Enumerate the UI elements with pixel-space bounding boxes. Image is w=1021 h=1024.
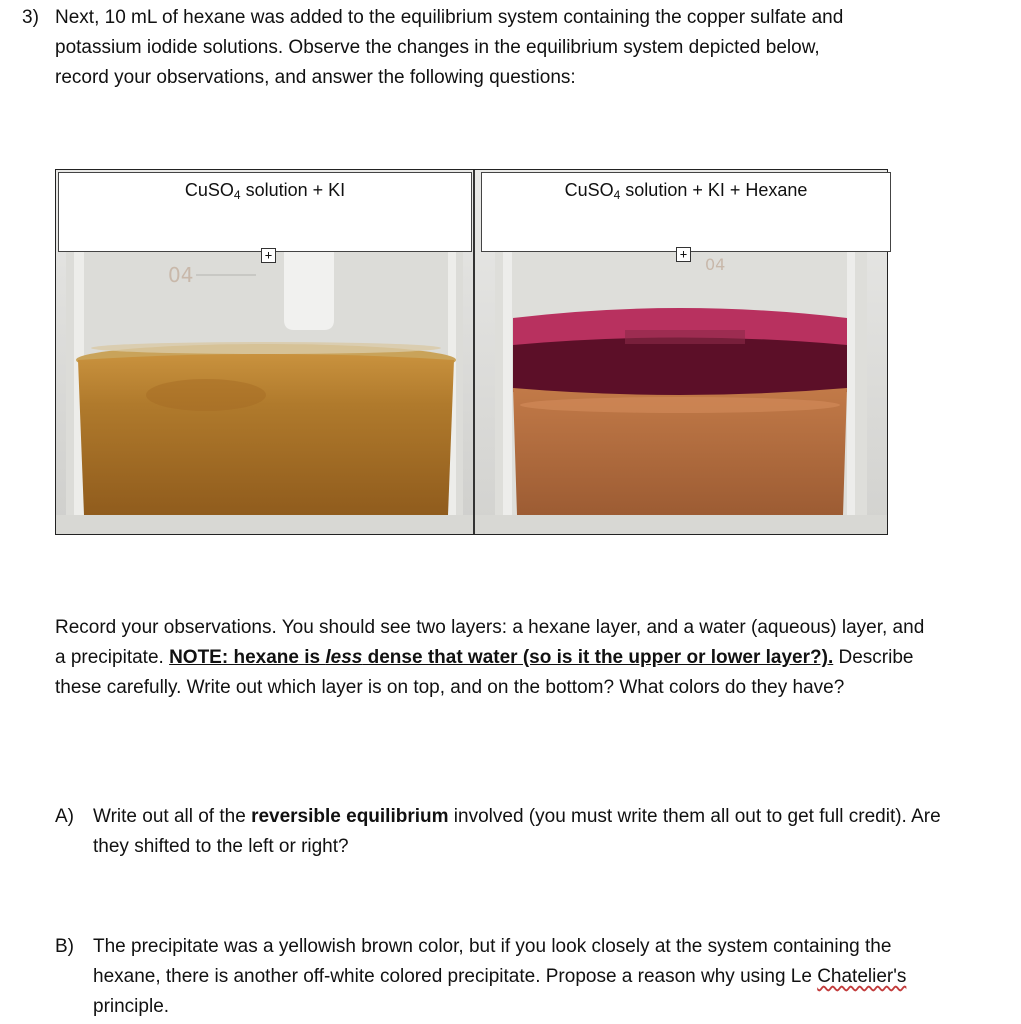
question-a-text (93, 802, 945, 862)
note-part-b: less (325, 647, 363, 668)
beaker-photo-figure (55, 169, 888, 535)
caption-right (481, 172, 891, 252)
caption-left-subscript: 4 (233, 188, 241, 202)
note-part-c: dense that water (so is it the upper or lower layer?). (362, 647, 834, 668)
question-b-post: principle. (93, 996, 170, 1017)
beaker-mark-right: 04 (705, 255, 726, 274)
caption-left (58, 172, 472, 252)
observations-instructions: Describe these carefully. Write out which layer is on top, and on the bottom? What colors do they have? (55, 647, 914, 698)
beaker-mark-left: 04 (168, 263, 194, 287)
expand-plus-icon[interactable]: + (261, 248, 276, 263)
note-text (169, 647, 833, 668)
question-b (55, 932, 945, 1022)
observations-paragraph (55, 613, 925, 703)
question-a-pre: Write out all of the (93, 806, 252, 827)
question-b-pre: The precipitate was a yellowish brown color, but if you look closely at the system containing the hexane, there is another off-white colored precipitate. Propose a reason why using Le (93, 936, 892, 987)
spellcheck-word: Chatelier's (817, 966, 907, 987)
question-3-text (55, 3, 982, 93)
question-a-label: A) (55, 806, 74, 827)
question-b-text (93, 932, 945, 1022)
question-3-line-1: Next, 10 mL of hexane was added to the equilibrium system containing the copper sulfate and (55, 7, 844, 28)
caption-left-suffix: solution + KI (240, 180, 346, 200)
question-3-line-3: record your observations, and answer the following questions: (55, 67, 576, 88)
caption-right-suffix: solution + KI + Hexane (620, 180, 808, 200)
caption-right-prefix: CuSO (564, 180, 614, 200)
question-number: 3) (22, 7, 39, 28)
question-a-post: involved (you must write them all out to get full credit). Are they shifted to the left or right? (93, 806, 941, 857)
question-b-label: B) (55, 936, 74, 957)
question-3 (22, 3, 982, 93)
expand-plus-icon[interactable]: + (676, 247, 691, 262)
observations-text: Record your observations. You should see two layers: a hexane layer, and a water (aqueous) layer, and a precipitate. (55, 617, 925, 668)
question-a (55, 802, 945, 862)
question-3-line-2: potassium iodide solutions. Observe the changes in the equilibrium system depicted below, (55, 37, 820, 58)
caption-left-prefix: CuSO (184, 180, 234, 200)
note-part-a: NOTE: hexane is (169, 647, 326, 668)
caption-right-subscript: 4 (613, 188, 621, 202)
question-a-bold: reversible equilibrium (251, 806, 449, 827)
